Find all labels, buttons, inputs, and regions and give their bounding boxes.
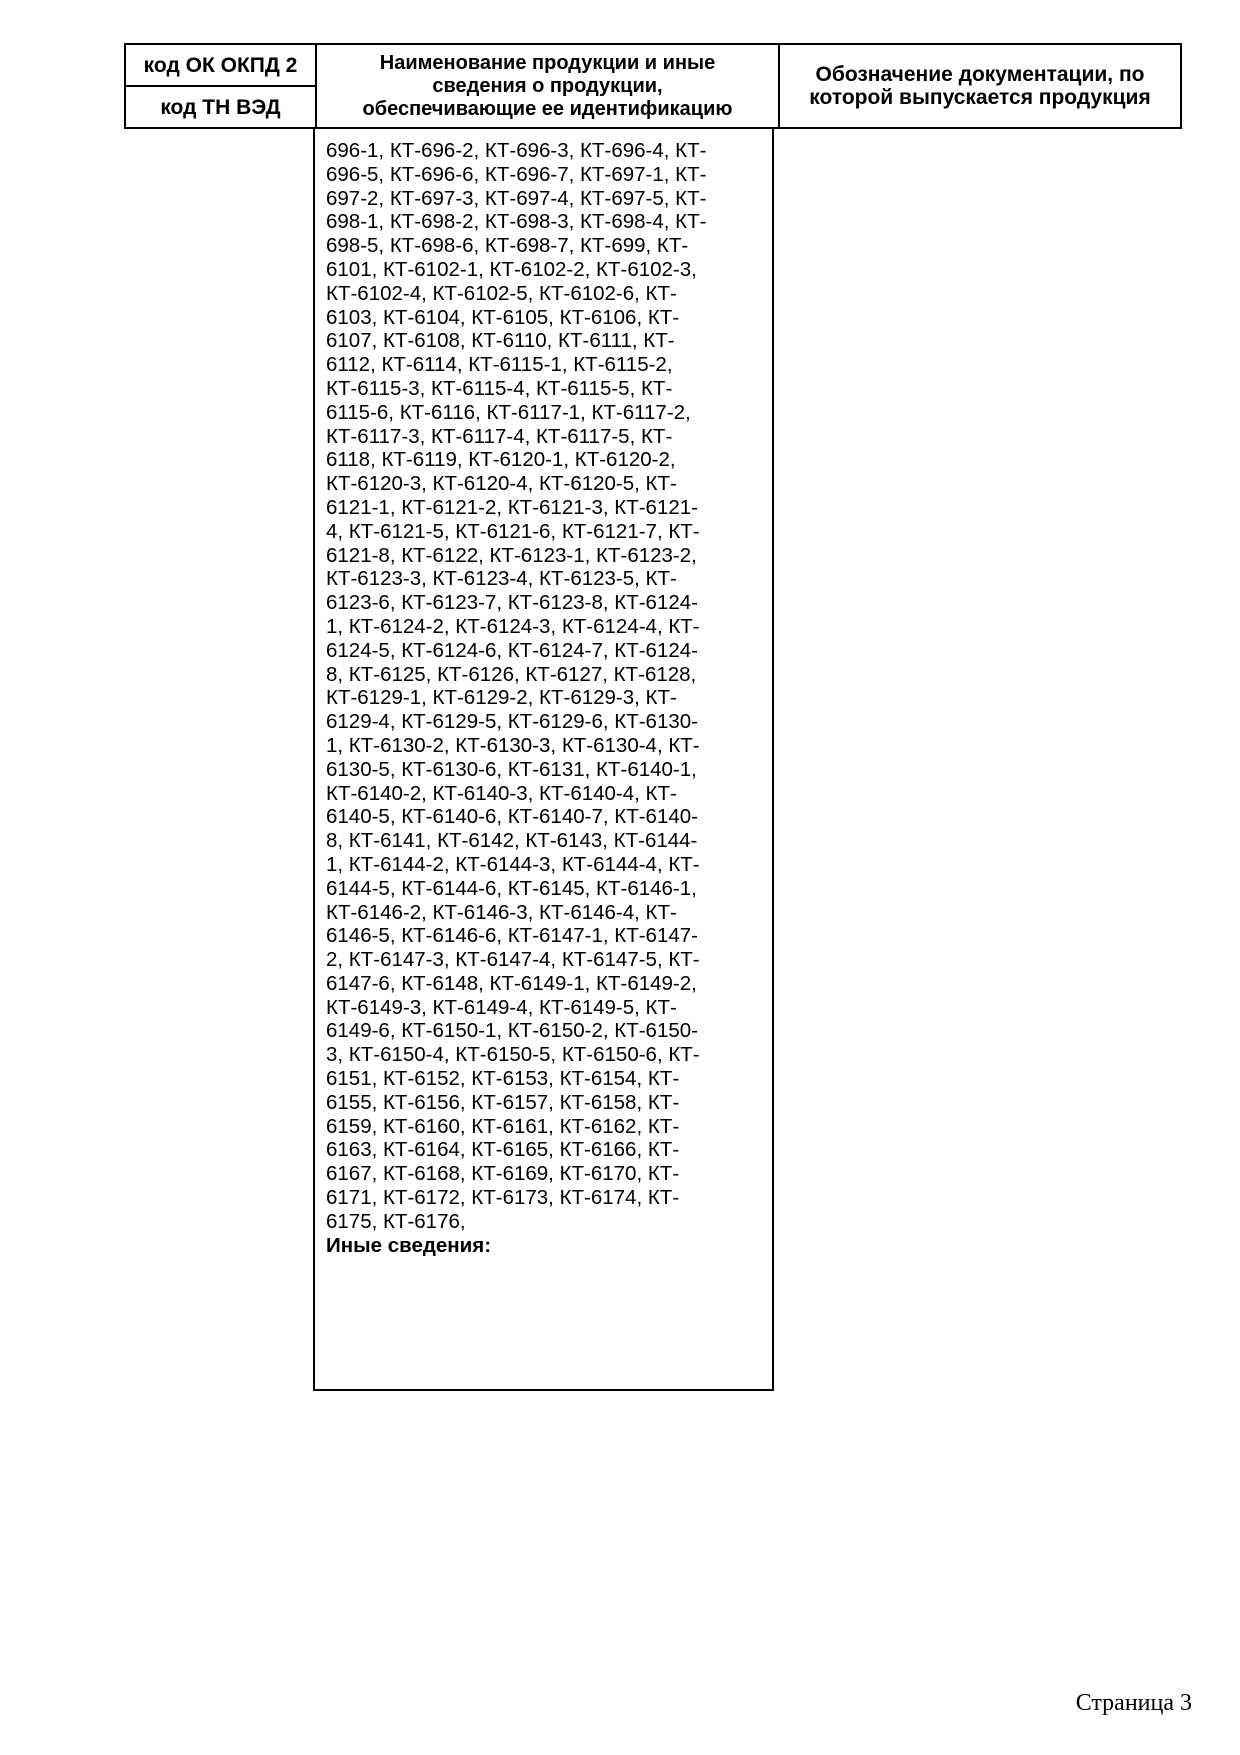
product-model-line: 6147-6, КТ-6148, КТ-6149-1, КТ-6149-2, (326, 971, 697, 995)
product-name-header (316, 44, 779, 128)
tnved-code-header (125, 86, 316, 128)
product-model-line: 6167, КТ-6168, КТ-6169, КТ-6170, КТ- (326, 1162, 680, 1186)
product-model-line: 1, КТ-6130-2, КТ-6130-3, КТ-6130-4, КТ- (326, 733, 700, 757)
okpd-code-label: код ОК ОКПД 2 (143, 53, 298, 77)
product-model-line: 6121-1, КТ-6121-2, КТ-6121-3, КТ-6121- (326, 495, 698, 519)
okpd-code-header (125, 44, 316, 86)
product-model-line: КТ-6129-1, КТ-6129-2, КТ-6129-3, КТ- (326, 686, 677, 710)
product-model-line: 698-5, КТ-698-6, КТ-698-7, КТ-699, КТ- (326, 234, 689, 258)
documentation-header (779, 44, 1181, 128)
product-model-line: 6121-8, КТ-6122, КТ-6123-1, КТ-6123-2, (326, 543, 697, 567)
product-model-line: 6144-5, КТ-6144-6, КТ-6145, КТ-6146-1, (326, 876, 697, 900)
product-model-line: 6124-5, КТ-6124-6, КТ-6124-7, КТ-6124- (326, 638, 698, 662)
product-model-line: 6175, КТ-6176, (326, 1209, 466, 1233)
product-model-line: 6107, КТ-6108, КТ-6110, КТ-6111, КТ- (326, 329, 675, 353)
product-model-line: 6151, КТ-6152, КТ-6153, КТ-6154, КТ- (326, 1067, 680, 1091)
product-model-line: 6146-5, КТ-6146-6, КТ-6147-1, КТ-6147- (326, 924, 698, 948)
product-model-line: 6118, КТ-6119, КТ-6120-1, КТ-6120-2, (326, 448, 676, 472)
product-model-line: 6112, КТ-6114, КТ-6115-1, КТ-6115-2, (326, 353, 673, 377)
other-info-label: Иные сведения: (326, 1233, 492, 1257)
product-model-line: 4, КТ-6121-5, КТ-6121-6, КТ-6121-7, КТ- (326, 519, 700, 543)
tnved-code-label: код ТН ВЭД (160, 95, 281, 119)
product-model-line: 6115-6, КТ-6116, КТ-6117-1, КТ-6117-2, (326, 400, 691, 424)
product-model-line: 6130-5, КТ-6130-6, КТ-6131, КТ-6140-1, (326, 757, 697, 781)
product-model-line: КТ-6123-3, КТ-6123-4, КТ-6123-5, КТ- (326, 567, 677, 591)
product-model-list (326, 139, 762, 1234)
product-model-line: 8, КТ-6125, КТ-6126, КТ-6127, КТ-6128, (326, 662, 697, 686)
header-table (124, 43, 1182, 129)
product-model-line: КТ-6140-2, КТ-6140-3, КТ-6140-4, КТ- (326, 781, 677, 805)
product-model-line: 697-2, КТ-697-3, КТ-697-4, КТ-697-5, КТ- (326, 186, 707, 210)
product-model-line: 696-1, КТ-696-2, КТ-696-3, КТ-696-4, КТ- (326, 139, 707, 162)
product-model-line: 6129-4, КТ-6129-5, КТ-6129-6, КТ-6130- (326, 710, 698, 734)
product-model-line: КТ-6120-3, КТ-6120-4, КТ-6120-5, КТ- (326, 472, 677, 496)
product-title-line: Наименование продукции и иные (379, 51, 716, 74)
product-model-line: КТ-6149-3, КТ-6149-4, КТ-6149-5, КТ- (326, 995, 677, 1019)
product-model-line: КТ-6117-3, КТ-6117-4, КТ-6117-5, КТ- (326, 424, 673, 448)
product-model-line: 6123-6, КТ-6123-7, КТ-6123-8, КТ-6124- (326, 591, 698, 615)
product-model-line: 8, КТ-6141, КТ-6142, КТ-6143, КТ-6144- (326, 829, 698, 853)
doc-title-line: Обозначение документации, по (815, 63, 1145, 86)
doc-title-line: которой выпускается продукция (809, 86, 1151, 109)
product-model-line: 6171, КТ-6172, КТ-6173, КТ-6174, КТ- (326, 1186, 680, 1210)
product-model-line: 696-5, КТ-696-6, КТ-696-7, КТ-697-1, КТ- (326, 162, 707, 186)
product-model-line: 698-1, КТ-698-2, КТ-698-3, КТ-698-4, КТ- (326, 210, 707, 234)
product-title-line: обеспечивающие ее идентификацию (362, 97, 733, 120)
product-model-line: 3, КТ-6150-4, КТ-6150-5, КТ-6150-6, КТ- (326, 1043, 700, 1067)
product-model-line: 6149-6, КТ-6150-1, КТ-6150-2, КТ-6150- (326, 1019, 698, 1043)
product-model-line: 1, КТ-6144-2, КТ-6144-3, КТ-6144-4, КТ- (326, 852, 700, 876)
product-model-line: КТ-6115-3, КТ-6115-4, КТ-6115-5, КТ- (326, 376, 673, 400)
product-title-line: сведения о продукции, (432, 74, 663, 97)
product-model-line: КТ-6146-2, КТ-6146-3, КТ-6146-4, КТ- (326, 900, 677, 924)
product-model-line: 6159, КТ-6160, КТ-6161, КТ-6162, КТ- (326, 1114, 680, 1138)
product-description-cell (313, 129, 774, 1391)
page-number: Страница 3 (1075, 1690, 1192, 1716)
product-model-line: 6163, КТ-6164, КТ-6165, КТ-6166, КТ- (326, 1138, 680, 1162)
product-model-line: 2, КТ-6147-3, КТ-6147-4, КТ-6147-5, КТ- (326, 948, 700, 972)
product-model-line: 6155, КТ-6156, КТ-6157, КТ-6158, КТ- (326, 1090, 680, 1114)
product-model-line: 6103, КТ-6104, КТ-6105, КТ-6106, КТ- (326, 305, 680, 329)
product-model-line: 6140-5, КТ-6140-6, КТ-6140-7, КТ-6140- (326, 805, 698, 829)
product-model-line: 1, КТ-6124-2, КТ-6124-3, КТ-6124-4, КТ- (326, 614, 700, 638)
product-model-line: 6101, КТ-6102-1, КТ-6102-2, КТ-6102-3, (326, 257, 697, 281)
product-model-line: КТ-6102-4, КТ-6102-5, КТ-6102-6, КТ- (326, 281, 677, 305)
